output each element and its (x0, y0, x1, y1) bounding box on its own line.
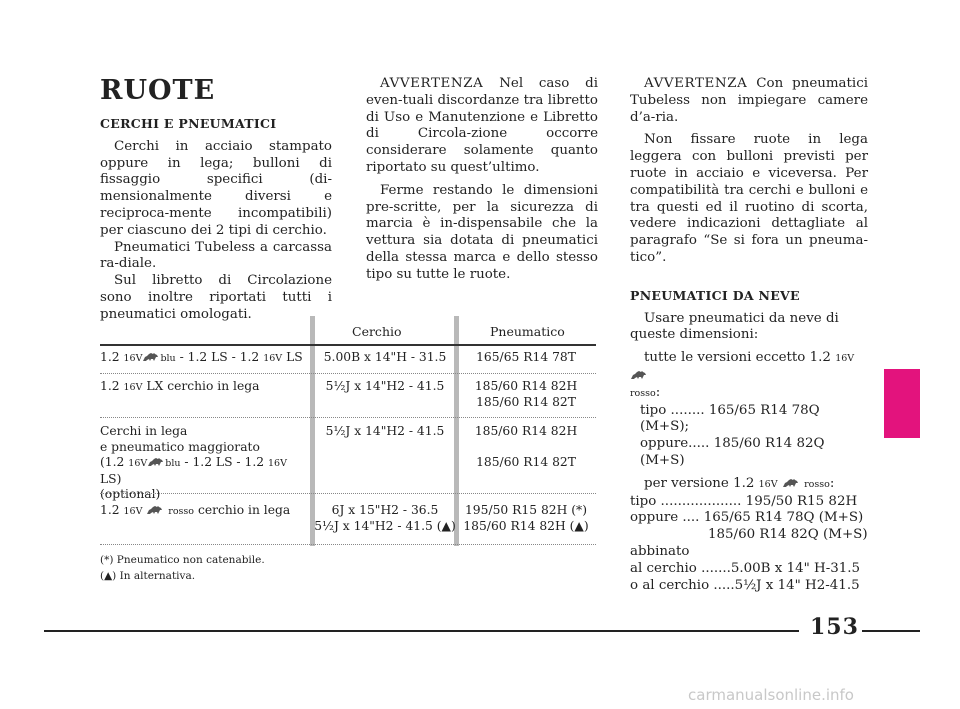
header-tyre: Pneumatico (490, 324, 565, 339)
snow-2-line-4: abbinato (630, 543, 690, 559)
horse-icon (782, 478, 800, 488)
snow-2-line-2: oppure .... 165/65 R14 78Q (M+S) (630, 510, 864, 526)
rim-cell: 5½J x 14"H2 - 41.5 (325, 379, 445, 393)
note-alternative: (▲) In alternativa. (100, 570, 196, 582)
horse-icon (142, 352, 160, 362)
rim-cell: 5.00B x 14"H - 31.5 (323, 350, 447, 364)
rim-cell: 5½J x 14"H2 - 41.5 (325, 424, 445, 438)
header-rim: Cerchio (352, 324, 402, 339)
paragraph-bolts: Non fissare ruote in lega leggera con bulloni previsti per ruote in acciaio e viceversa. Per compatibilità tra cerchi e bulloni e tra questi ed il ruotino di scorta, vedere indicazioni dettagliate al paragrafo “Se si fora un pneuma-tico”. (630, 132, 868, 265)
snow-2-line-1: tipo ................... 195/50 R15 82H (630, 493, 858, 509)
table-header-rule (100, 344, 596, 346)
subtitle-rims-tyres: CERCHI E PNEUMATICI (100, 116, 277, 131)
snow-intro: Usare pneumatici da neve di queste dimensioni: (630, 310, 839, 343)
warning-label-2: AVVERTENZA (644, 76, 748, 91)
row-divider (100, 544, 596, 545)
page-title: RUOTE (100, 75, 216, 106)
row-divider (100, 417, 596, 418)
column-snow-tyres (630, 76, 868, 594)
tyre-cell: 185/60 R14 82H 185/60 R14 82T (474, 424, 578, 469)
watermark: carmanualsonline.info (688, 686, 854, 704)
warning-text-2: Con pneumatici Tubeless non impiegare camere d’a-ria. (630, 76, 868, 125)
horse-icon (146, 505, 164, 515)
tyre-cell: 165/65 R14 78T (476, 350, 576, 364)
snow-tyres-title: PNEUMATICI DA NEVE (630, 287, 800, 303)
warning-text: Nel caso di even-tuali discordanze tra libretto di Uso e Manutenzione e Libretto di Circola-zione occorre considerare solamente quanto riportato su quest’ultimo. (366, 76, 598, 175)
snow-2-line-3: 185/60 R14 82Q (M+S) (708, 527, 868, 543)
warning-label: AVVERTENZA (380, 76, 484, 91)
snow-version-2: per versione 1.2 16V rosso: (644, 475, 835, 491)
note-non-chainable: (*) Pneumatico non catenabile. (100, 554, 265, 566)
table-row: 1.2 16V LX cerchio in lega (100, 379, 260, 393)
page-number: 153 (810, 614, 859, 640)
warning-paragraph (366, 76, 598, 177)
snow-1-line-2: oppure..... 185/60 R14 82Q (M+S) (640, 436, 825, 468)
paragraph-registration: Sul libretto di Circolazione sono inoltre riportati tutti i pneumatici omologati. (100, 273, 332, 322)
paragraph-tubeless: Pneumatici Tubeless a carcassa ra-diale. (100, 239, 332, 272)
snow-2-line-6: o al cerchio .....5½J x 14" H2-41.5 (630, 577, 860, 593)
rim-cell: 6J x 15"H2 - 36.5 5½J x 14"H2 - 41.5 (▲) (314, 503, 456, 533)
section-rims-tyres (100, 76, 332, 324)
paragraph-same-tyres: Ferme restando le dimensioni pre-scritte, per la sicurezza di marcia è in-dispensabile che la vettura sia dotata di pneumatici della stessa marca e dello stesso tipo su tutte le ruote. (366, 182, 598, 282)
snow-1-line-1: tipo ........ 165/65 R14 78Q (M+S); (640, 402, 820, 435)
tyre-cell: 195/50 R15 82H (*) 185/60 R14 82H (▲) (463, 503, 589, 533)
row-divider (100, 493, 596, 494)
table-row: Cerchi in lega e pneumatico maggiorato (1.2 16V blu - 1.2 LS - 1.2 16V LS) (optional) (100, 424, 287, 502)
chapter-tab-marker (884, 369, 920, 438)
horse-icon (630, 370, 648, 380)
paragraph-rims: Cerchi in acciaio stampato oppure in lega; bulloni di fissaggio specifici (di-mensionalmente diversi e reciproca-mente incompatibili) per ciascuno dei 2 tipi di cerchio. (100, 138, 332, 238)
column-warnings (366, 76, 598, 284)
horse-icon (147, 457, 165, 467)
footer-rule (44, 630, 799, 632)
warning-paragraph-2 (630, 76, 868, 126)
row-divider (100, 373, 596, 374)
footer-rule (862, 630, 920, 632)
table-row: 1.2 16V blu - 1.2 LS - 1.2 16V LS (100, 350, 303, 364)
tyre-cell: 185/60 R14 82H 185/60 R14 82T (474, 379, 578, 409)
snow-version-1: tutte le versioni eccetto 1.2 16V rosso: (630, 350, 855, 400)
snow-2-line-5: al cerchio .......5.00B x 14" H-31.5 (630, 560, 861, 576)
table-notes (100, 552, 265, 584)
table-row: 1.2 16V rosso cerchio in lega (100, 503, 291, 517)
